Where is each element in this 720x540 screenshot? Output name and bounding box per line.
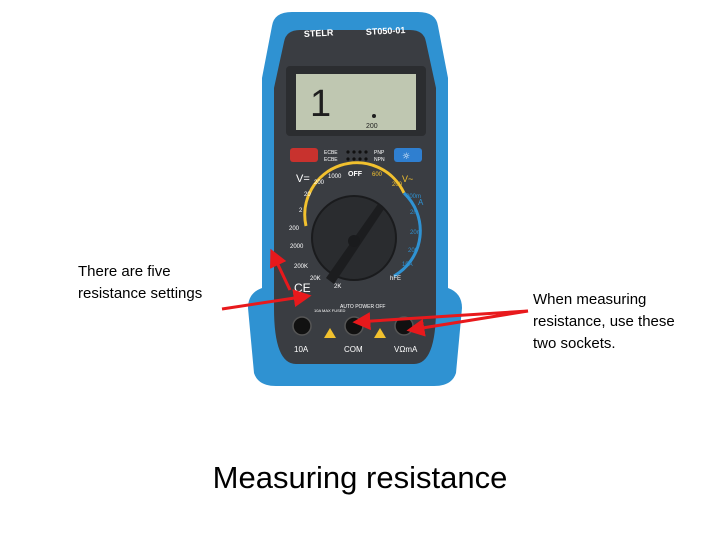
dial-2m-label: 2m [410,210,419,216]
socket-vohm-label: VΩmA [394,345,418,354]
dial-200m-label: 200m [406,194,422,200]
ce-mark: CE [294,281,311,295]
socket-vohm[interactable] [395,317,413,335]
fuse-label: 10A MAX FUSED [314,308,346,313]
dial-2-label: 2 [299,208,303,214]
dial-200r-label: 200 [392,182,403,188]
pnp-label: PNP [374,150,385,156]
dial-20k-label: 20K [310,276,321,282]
socket-10a-label: 10A [294,345,309,354]
dial-hfe-label: hFE [390,276,402,282]
dial-200a-label: 200 [314,180,325,186]
dial-2000-label: 2000 [290,244,304,250]
npn-label: NPN [374,157,385,163]
dial-200k-label: 200K [294,264,309,270]
socket-10a[interactable] [293,317,311,335]
multimeter-photo [244,8,466,408]
ebce-top-label: ECBE [324,150,338,156]
dial-2k-label: 2K [334,284,342,290]
dial-vac-label: V~ [402,174,414,184]
dial-200m2-label: 200 [408,248,419,254]
dial-off-label: OFF [348,171,362,178]
dial-600-label: 600 [372,172,383,178]
model-label: ST050-01 [365,24,406,37]
note-resistance-settings: There are five resistance settings [78,263,203,302]
lcd-range: 200 [366,123,378,130]
dial-hub [348,235,360,247]
lcd-digit: 1 [310,83,332,125]
backlight-icon: ☼ [402,152,411,162]
dial-10a-label: 10A [402,262,413,268]
auto-power-off-label: AUTO POWER OFF [340,304,386,310]
brand-label: STELR [303,27,334,39]
note-sockets: When measuring resistance, use these two sockets. [533,291,675,352]
dial-1000-label: 1000 [328,174,342,180]
dial-amp-label: A [418,198,424,207]
socket-com-label: COM [344,345,363,354]
dial-vdc-label: V= [296,173,310,185]
ebce-bottom-label: ECBE [324,157,338,163]
socket-com[interactable] [345,317,363,335]
hold-button[interactable] [290,148,318,162]
lcd-decimal [372,114,376,118]
slide-title: Measuring resistance [212,460,508,495]
dial-20-label: 20 [304,192,311,198]
dial-200b-label: 200 [289,226,300,232]
dial-20m-label: 20m [410,230,422,236]
